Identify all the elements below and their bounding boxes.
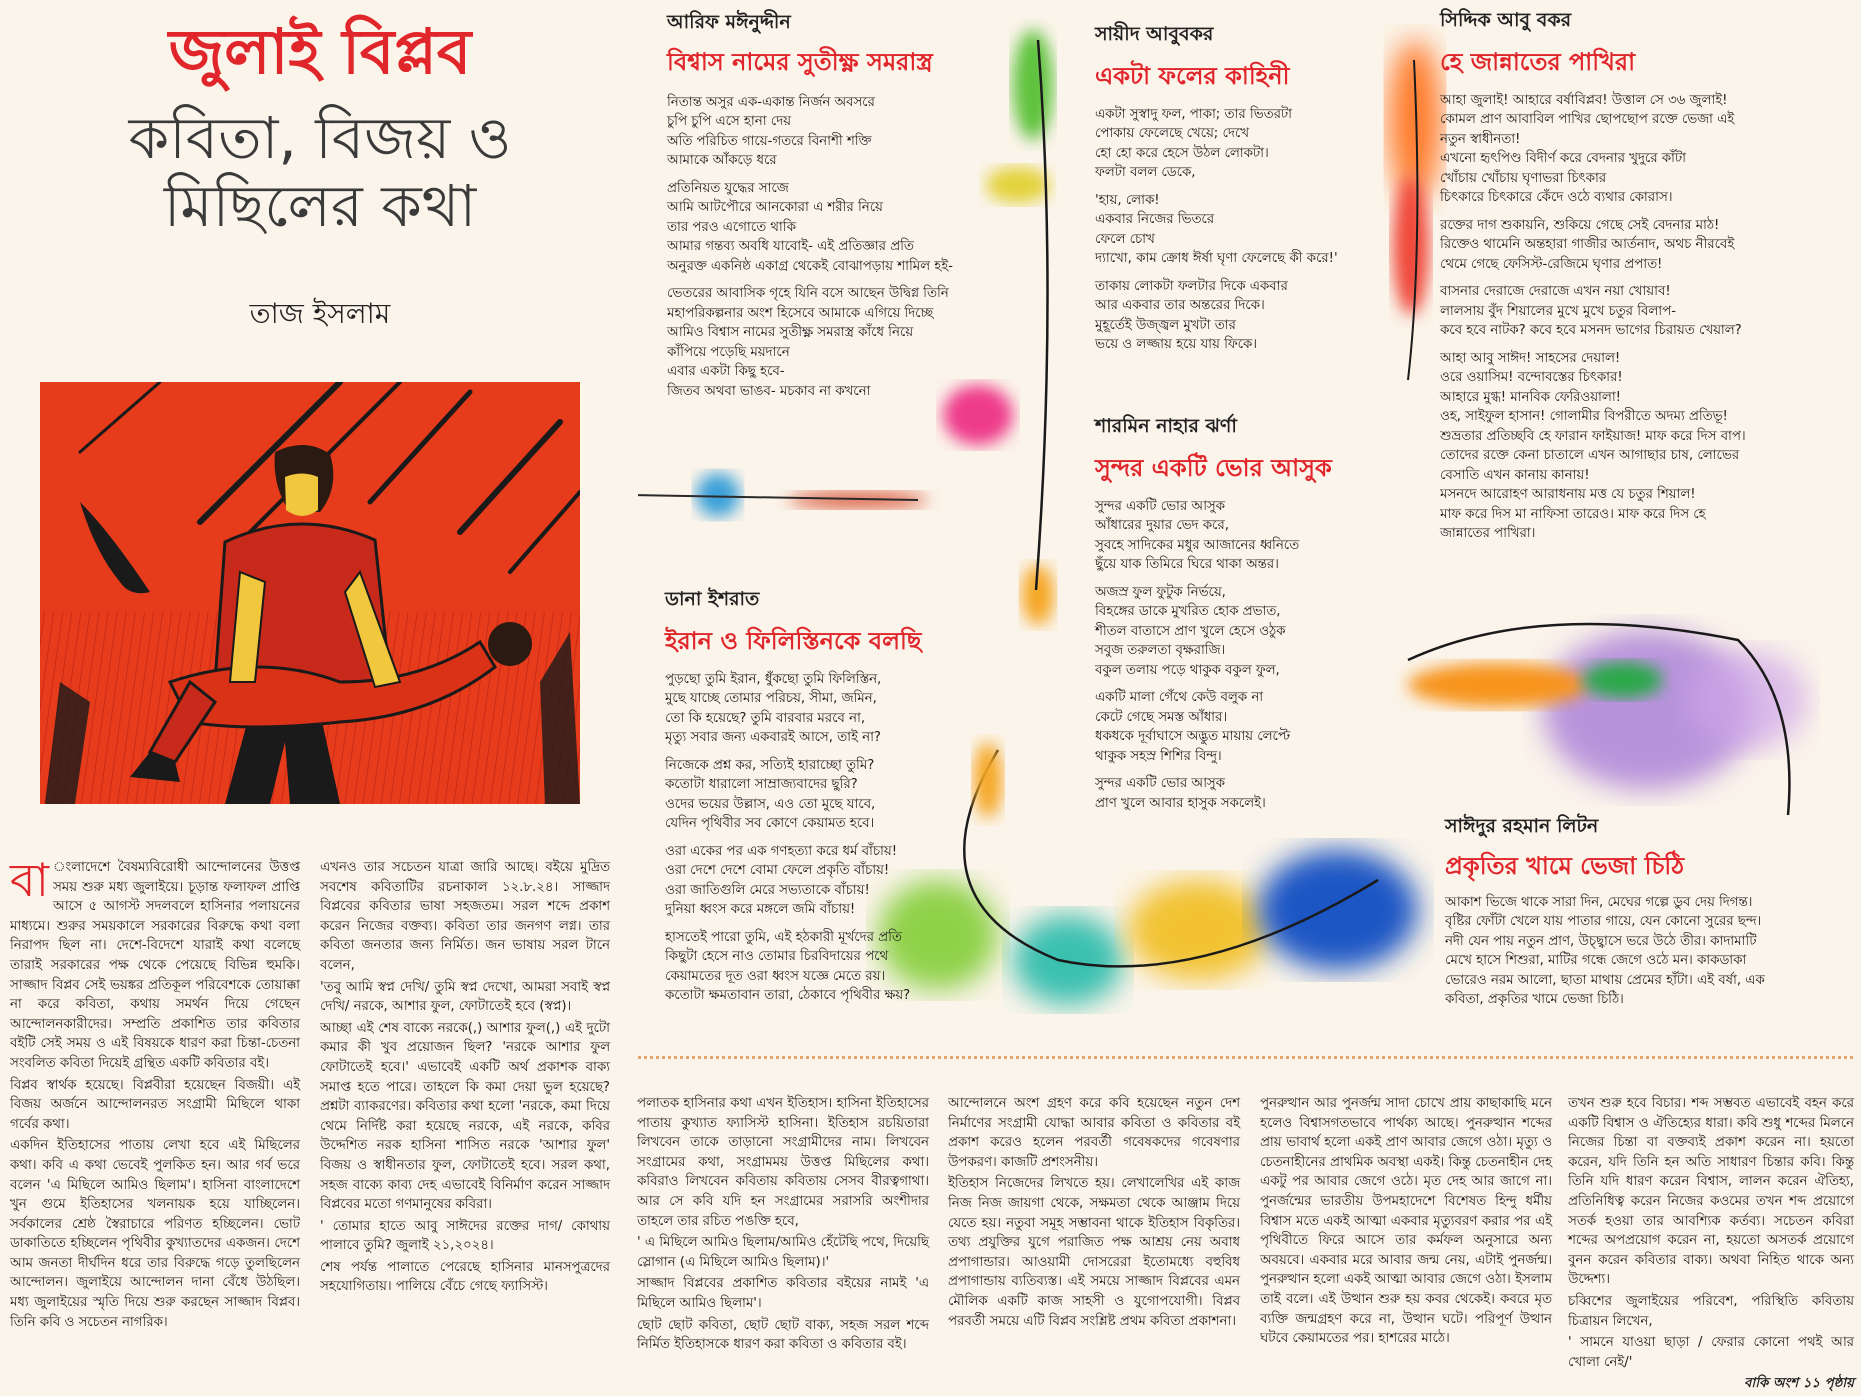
poem-stanza: নিতান্ত অসুর এক-একান্ত নির্জন অবসরে চুপি চুপি এসে হানা দেয় অতি পরিচিত গায়ে-গতরে বিনাশী শক্তি আমাকে আঁকড়ে ধরে [667,94,875,169]
article-paragraph: 'তবু আমি স্বপ্ন দেখি/ তুমি স্বপ্ন দেখো, আমরা সবাই স্বপ্ন দেখি/ নরকে, আশার ফুল, ফোটাতেই হবে (স্বপ্ন)। [320,979,610,1015]
article-column-6 [1568,1094,1854,1396]
article-paragraph: ইতিহাস নিজেদের লিখতে হয়। লেখালেখির এই কাজ নিজ নিজ জায়গা থেকে, সক্ষমতা থেকে আঞ্জাম দিয়ে যেতে হয়। নতুবা সমূহ সম্ভাবনা থাকে ইতিহাস বিকৃতির। তথ্য প্রযুক্তির যুগে পরাজিত পক্ষ আশ্রয় নেয় অবাধ প্রপাগান্ডার। আওয়ামী দোসরেরা ইতোমধ্যে বহুবিধ প্রপাগান্ডায় ব্যতিব্যস্ত। এই সময়ে সাজ্জাদ বিপ্লবের এমন মৌলিক একটি কাজ সাহসী ও যুগোপযোগী। বিপ্লব পরবর্তী সময়ে এটি বিপ্লব সংশ্লিষ্ট প্রথম কবিতা প্রকাশনা। [948,1176,1240,1329]
article-paragraph: চব্বিশের জুলাইয়ের পরিবেশ, পরিস্থিতি কবিতায় চিত্রায়ন লিখেন, [1568,1293,1854,1329]
article-paragraph: শেষ পর্যন্ত পালাতে পেরেছে হাসিনার মানসপুত্রদের সহযোগিতায়। পালিয়ে বেঁচে গেছে ফ্যাসিস্ট। [320,1259,610,1295]
poem-stanza: সুন্দর একটি ভোর আসুক প্রাণ খুলে আবার হাসুক সকলেই। [1095,776,1266,811]
article-paragraph: আন্দোলনে অংশ গ্রহণ করে কবি হয়েছেন নতুন দেশ নির্মাণের সংগ্রামী যোদ্ধা আবার কবিতা ও কবিতার বই প্রকাশ করেও হলেন পরবর্তী গবেষকদের গবেষণার উপকরণ। কাজটি প্রশংসনীয়। [948,1096,1240,1170]
poem-stanza: রক্তের দাগ শুকায়নি, শুকিয়ে গেছে সেই বেদনার মাঠ! রিক্তেও থামেনি অন্তহারা গাজীর আর্তনাদ, অথচ নীরবেই থেমে গেছে ফেসিস্ট-রেজিমে ঘৃণার প্রপাত! [1440,217,1735,272]
poem-title: বিশ্বাস নামের সুতীক্ষ্ণ সমরাস্ত্র [667,48,933,76]
article-paragraph: ' সামনে যাওয়া ছাড়া / ফেরার কোনো পথই আর খোলা নেই/' [1568,1335,1854,1370]
article-author: তাজ ইসলাম [249,297,391,330]
poem-stanza: ওরা একের পর এক গণহত্যা করে ধর্ম বাঁচায়! ওরা দেশে দেশে বোমা ফেলে প্রকৃতি বাঁচায়! ওরা জাতিগুলি মেরে সভ্যতাকে বাঁচায়! দুনিয়া ধ্বংস করে মঙ্গলে জমি বাঁচায়! [665,843,898,918]
poem-stanza: বাসনার দেরাজে দেরাজে এখন নয়া খোয়াব! লালসায় বুঁদ শিয়ালের মুখে মুখে চতুর বিলাপ- কবে হবে নাটক? কবে হবে মসনদ ভাগের চিরায়ত খেয়াল? [1440,284,1742,339]
poem-card [1440,6,1852,552]
poem-stanza: 'হায়, লোক! একবার নিজের ভিতরে ফেলে চোখ দ্যাখো, কাম ক্রোধ ঈর্ষা ঘৃণা ফেলেছে কী করে!' [1095,192,1338,267]
poem-stanza: একটি মালা গেঁথে কেউ বলুক না কেটে গেছে সমস্ত আঁধার। ধকধকে দূর্বাঘাসে অদ্ভুত মায়ায় লেপ্টে থাকুক সহস্র শিশির বিন্দু। [1095,690,1291,764]
poem-stanza: আকাশ ভিজে থাকে সারা দিন, মেঘের গল্পে ডুব দেয় দিগন্ত। বৃষ্টির ফোঁটা খেলে যায় পাতার গায়ে, যেন কোনো সুরের ছন্দ। নদী যেন পায় নতুন প্রাণ, উচ্ছ্বাসে ভরে উঠে তীর। কাদামাটি মেখে হাসে শিশুরা, মাটির গন্ধে জেগে ওঠে মন। কাকডাকা ভোরেও নরম আলো, ছাতা মাথায় প্রেমের হাঁটা। এই বর্ষা, এক কবিতা, প্রকৃতির খামে ভেজা চিঠি। [1445,894,1765,1008]
poem-stanza: আহা জুলাই! আহারে বর্ষাবিপ্লব! উত্তাল সে ৩৬ জুলাই! কোমল প্রাণ আবাবিল পাখির ছোপছোপ রক্তে ভেজা এই নতুন স্বাধীনতা! এখনো হৃৎপিণ্ড বিদীর্ণ করে বেদনার খুদুরে কাঁটা খোঁচায় খোঁচায় ঘৃণাভরা চিৎকার চিৎকারে চিৎকারে কেঁদে ওঠে ব্যথার কোরাস। [1440,92,1735,206]
poem-author: সিদ্দিক আবু বকর [1440,9,1572,31]
poem-stanza: নিজেকে প্রশ্ন কর, সত্যিই হারাচ্ছো তুমি? কতোটা ধারালো সাম্রাজ্যবাদের ছুরি? ওদের ভয়ের উল্লাস, এও তো মুছে যাবে, যেদিন পৃথিবীর সব কোণে কেয়ামত হবে। [665,757,876,832]
poem-stanza: পুড়ছো তুমি ইরান, ধুঁকছো তুমি ফিলিস্তিন, মুছে যাচ্ছে তোমার পরিচয়, সীমা, জমিন, তো কি হয়েছে? তুমি বারবার মরবে না, মৃত্যু সবার জন্য একবারই আসে, তাই না? [665,671,882,746]
article-column-2 [320,858,610,1299]
poem-stanza: একটা সুস্বাদু ফল, পাকা; তার ভিতরটা পোকায় ফেলেছে খেয়ে; দেখে হো হো করে হেসে উঠল লোকটা। ফলটা বলল ডেকে, [1095,106,1292,181]
article-column-1 [10,853,300,1334]
poem-stanza: হাসতেই পারো তুমি, এই হঠকারী মূর্খদের প্রতি কিছুটা হেসে নাও তোমার চিরবিদায়ের পথে কেয়ামতের দূত ওরা ধ্বংস যজ্ঞে মেতে রয়। কতোটা ক্ষমতাবান তারা, ঠেকাবে পৃথিবীর ক্ষয়? [665,929,911,1004]
article-paragraph: এখনও তার সচেতন যাত্রা জারি আছে। বইয়ে মুদ্রিত সবশেষ কবিতাটির রচনাকাল ১২.৮.২৪। সাজ্জাদ বিপ্লবের কবিতার ভাষা সহজতম। সরল শব্দে প্রকাশ করেন নিজের বক্তব্য। কবিতা তার জনগণ লগ্ন। তার কবিতা জনতার জন্য নির্মিত। জন ভাষায় সরল টানে বলেন, [320,860,610,973]
poem-author: শারমিন নাহার ঝর্ণা [1095,415,1237,437]
article-paragraph: ংলাদেশে বৈষম্যবিরোধী আন্দোলনের উত্তপ্ত সময় শুরু মধ্য জুলাইয়ে। চূড়ান্ত ফলাফল প্রাপ্তি আসে ৫ আগস্ট সদলবলে হাসিনার পলায়নের মাধ্যমে। শুরুর সময়কালে সরকারের বিরুদ্ধে কথা বলা নিরাপদ ছিল না। দেশে-বিদেশে যারাই কথা বলেছে তারাই সরকারের পক্ষ থেকে পেয়েছে বিভিন্ন হুমকি। সাজ্জাদ বিপ্লব সেই ভয়ঙ্কর প্রতিকূল পরিবেশকে তোয়াক্কা না করে কবিতা, কথায় সমর্থন দিয়ে গেছেন আন্দোলনকারীদের। সম্প্রতি প্রকাশিত তার কবিতার বইটি সেই সময় ও এই বিষয়কে ধারণ করা চিন্তা-চেতনা সংবলিত কবিতা দিয়েই গ্রন্থিত একটি কবিতার বই। [10,860,300,1071]
poem-author: সাঈদুর রহমান লিটন [1445,815,1599,837]
poem-card [1445,812,1850,1018]
article-column-5 [1260,1094,1552,1351]
article-paragraph: ছোট ছোট কবিতা, ছোট ছোট বাক্য, সহজ সরল শব্দে নির্মিত ইতিহাসকে ধারণ করা কবিতা ও কবিতার বই। [637,1317,929,1353]
poem-stanza: তাকায় লোকটা ফলটার দিকে একবার আর একবার তার অন্তরের দিকে। মুহূর্তেই উজ্জ্বল মুখটা তার ভয়ে ও লজ্জায় হয়ে যায় ফিকে। [1095,278,1288,353]
poem-card [667,8,1007,409]
protester-carrying-wounded-illustration [40,382,580,804]
poem-stanza: আহা আবু সাঈদ! সাহসের দেয়াল! ওরে ওয়াসিম! বন্দোবস্তের চিৎকার! আহারে মুগ্ধ! মানবিক ফেরিওয়ালা! ওহ, সাইফুল হাসান! গোলামীর বিপরীতে অদম্য প্রতিভূ! শুভ্রতার প্রতিচ্ছবি হে ফারান ফাইয়াজ! মাফ করে দিস বাপ। তোদের রক্তে কেনা চাতালে এখন আগাছার চাষ, লোভের বেসাতি এখন কানায় কানায়! মসনদে আরোহণ আরাধনায় মত্ত যে চতুর শিয়াল! মাফ করে দিস মা নাফিসা তারেও। মাফ করে দিস হে জান্নাতের পাখিরা। [1440,350,1746,542]
article-paragraph: ' এ মিছিলে আমিও ছিলাম/আমিও হেঁটেছি পথে, দিয়েছি স্লোগান (এ মিছিলে আমিও ছিলাম)।' [637,1235,929,1270]
poem-title: একটা ফলের কাহিনী [1095,62,1290,90]
poem-author: আরিফ মঈনুদ্দীন [667,11,791,33]
poem-stanza: অজস্র ফুল ফুটুক নির্ভয়ে, বিহঙ্গের ডাকে মুখরিত হোক প্রভাত, শীতল বাতাসে প্রাণ খুলে হেসে ওঠুক সবুজ তরুলতা বৃক্ষরাজি। বকুল তলায় পড়ে থাকুক বকুল ফুল, [1095,584,1286,678]
article-column-3 [637,1094,929,1357]
article-paragraph: একদিন ইতিহাসের পাতায় লেখা হবে এই মিছিলের কথা। কবি এ কথা ভেবেই পুলকিত হন। আর গর্ব ভরে বলেন 'এ মিছিলে আমিও ছিলাম'। হাসিনা বাংলাদেশে খুন গুমে ইতিহাসের খলনায়ক হয়ে যাচ্ছিলেন। সর্বকালের শ্রেষ্ঠ স্বৈরাচারে পরিণত হচ্ছিলেন। ভোট ডাকাতিতে হচ্ছিলেন পৃথিবীর কুখ্যাতদের একজন। দেশে আম জনতা দীর্ঘদিন ধরে তার বিরুদ্ধে গড়ে তুলছিলেন আন্দোলন। জুলাইয়ে আন্দোলন দানা বেঁধে উঠছিল। মধ্য জুলাইয়ের স্মৃতি দিয়ে শুরু করছেন সাজ্জাদ বিপ্লব। তিনি কবি ও সচেতন নাগরিক। [10,1138,300,1330]
article-paragraph: বিপ্লব স্বার্থক হয়েছে। বিপ্লবীরা হয়েছেন বিজয়ী। এই বিজয় অর্জনে আন্দোলনরত সংগ্রামী মিছিলে থাকা গর্বের কথা। [10,1077,300,1132]
article-paragraph: সাজ্জাদ বিপ্লবের প্রকাশিত কবিতার বইয়ের নামই 'এ মিছিলে আমিও ছিলাম'। [637,1276,929,1311]
article-paragraph: ' তোমার হাতে আবু সাঈদের রক্তের দাগ/ কোথায় পালাবে তুমি? জুলাই ২১,২০২৪। [320,1218,610,1254]
poem-title: সুন্দর একটি ভোর আসুক [1095,454,1332,482]
section-divider [638,1056,1853,1059]
poem-title: প্রকৃতির খামে ভেজা চিঠি [1445,852,1685,880]
illustration-art [40,382,580,804]
poem-title: হে জান্নাতের পাখিরা [1440,48,1636,76]
article-column-4 [948,1094,1240,1333]
headline-black: কবিতা, বিজয় ও মিছিলের কথা [128,104,512,241]
article-paragraph: পলাতক হাসিনার কথা এখন ইতিহাস। হাসিনা ইতিহাসের পাতায় কুখ্যাত ফ্যাসিস্ট হাসিনা। ইতিহাস রচয়িতারা লিখবেন তাকে তাড়ানো সংগ্রামীদের নাম। লিখবেন সংগ্রামের কথা, সংগ্রামময় উত্তপ্ত মিছিলের কথা। কবিরাও লিখবেন কবিতায় কবিতায় সেসব বীরত্বগাথা। আর সে কবি যদি হন সংগ্রামের সরাসরি অংশীদার তাহলে তার রচিত পঙক্তি হবে, [637,1096,929,1229]
article-paragraph: আচ্ছা এই শেষ বাক্যে নরকে(,) আশার ফুল(,) এই দুটো কমার কী খুব প্রয়োজন ছিল? 'নরকে আশার ফুল ফোটাতেই হবে।' এভাবেই একটি অর্থ প্রকাশক বাক্য সমাপ্ত হতে পারে। তাহলে কি কমা দেয়া ভুল হয়েছে? প্রশ্নটা ব্যাকরণের। কবিতার কথা হলো 'নরকে, কমা দিয়ে থেমে নির্দিষ্ট করা হয়েছে নরকে, এই নরকে, কবির উদ্দেশিত নরক হাসিনা শাসিত নরকে 'আশার ফুল' বিজয় ও স্বাধীনতার ফুল, ফোটাতেই হবে। সরল কথা, সহজ বাক্যে কাব্য দেহ এভাবেই বিনির্মাণ করেন সাজ্জাদ বিপ্লবের মতো গণমানুষের কবিরা। [320,1020,610,1213]
article-paragraph: পুনরুত্থান আর পুনর্জন্ম সাদা চোখে প্রায় কাছাকাছি মনে হলেও বিশ্বাসগতভাবে পার্থক্য আছে। পুনরুত্থান শব্দের প্রায় ভাবার্থ হলো একই প্রাণ আবার জেগে ওঠা। মৃত্যু ও চেতনাহীনের প্রাথমিক অবস্থা একই। কিন্তু চেতনাহীন দেহ একটু পর আবার জেগে ওঠে। মৃত দেহ আর জাগে না। পুনর্জন্মের ভারতীয় উপমহাদেশে বিশেষত হিন্দু ধর্মীয় বিশ্বাস মতে একই আত্মা একবার মৃত্যুবরণ করার পর এই পৃথিবীতে ফিরে আসে তার কর্মফল অনুসারে অন্য অবয়বে। একবার মরে আবার জন্ম নেয়, এটাই পুনর্জন্ম। পুনরুত্থান হলো একই আত্মা আবার জেগে ওঠা। ইসলাম তাই বলে। এই উত্থান শুরু হয় কবর থেকেই। কবরে মৃত ব্যক্তি জন্মগ্রহণ করে না, উত্থান ঘটে। পরিপূর্ণ উত্থান ঘটবে কেয়ামতের পর। হাশরের মাঠে। [1260,1096,1552,1347]
article-paragraph: তখন শুরু হবে বিচার। শব্দ সম্ভবত এভাবেই বহন করে একটি বিশ্বাস ও ঐতিহ্যের ধারা। কবি শুধু শব্দের মিলনে নিজের চিন্তা বা বক্তব্যই প্রকাশ করেন না। হয়তো করেন, যদি তিনি হন অতি সাধারণ চিন্তার কবি। কিন্তু তিনি যদি ধারণ করেন বিশ্বাস, লালন করেন ঐতিহ্য, প্রতিনিধিত্ব করেন নিজের কওমের তখন শব্দ প্রয়োগে সতর্ক হওয়া তার আবশ্যিক কর্তব্য। সচেতন কবিরা শব্দের অপপ্রয়োগ করেন না, হয়তো অসতর্ক প্রয়োগে বুনন করেন কবিতার বাক্য। অথবা নিহিত থাকে অন্য উদ্দেশ্য। [1568,1096,1854,1288]
poem-stanza: ভেতরের আবাসিক গৃহে যিনি বসে আছেন উদ্বিগ্ন তিনি মহাপরিকল্পনার অংশ হিসেবে আমাকে এগিয়ে দিচ্ছে আমিও বিশ্বাস নামের সুতীক্ষ্ণ সমরাস্ত্র কাঁধে নিয়ে কাঁপিয়ে পড়েছি ময়দানে এবার একটা কিছু হবে- জিতব অথবা ভাঙব- মচকাব না কখনো [667,286,949,399]
poem-card [1095,412,1405,821]
poem-author: ডানা ইশরাত [665,588,760,610]
poem-title: ইরান ও ফিলিস্তিনকে বলছি [665,627,922,655]
poem-stanza: প্রতিনিয়ত যুদ্ধের সাজে আমি আটপৌরে আনকোরা এ শরীর নিয়ে তার পরও এগোতে থাকি আমার গন্তব্য অবধি যাবোই- এই প্রতিজ্ঞার প্রতি অনুরক্ত একনিষ্ঠ একাগ্র থেকেই বোঝাপড়ায় শামিল হই- [667,180,953,274]
poem-card [665,585,1025,1014]
continued-note: বাকি অংশ ১১ পৃষ্ঠায় [1744,1376,1854,1392]
headline-red: জুলাই বিপ্লব [168,15,472,88]
poem-stanza: সুন্দর একটি ভোর আসুক আঁধারের দুয়ার ভেদ করে, সুবহে সাদিকের মধুর আজানের ধ্বনিতে ছুঁয়ে যাক তিমিরে ঘিরে থাকা অন্তর। [1095,498,1300,573]
article-dropcap: বা [10,853,49,907]
poem-card [1095,20,1395,363]
poem-author: সায়ীদ আবুবকর [1095,23,1214,45]
